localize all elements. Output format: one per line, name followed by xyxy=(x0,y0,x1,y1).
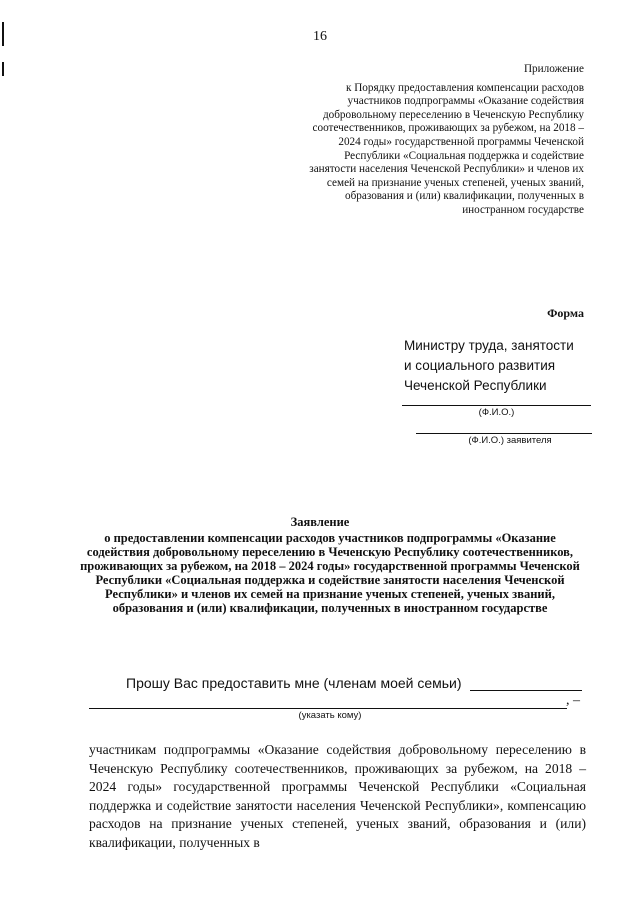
body-paragraph: участникам подпрограммы «Оказание содействия добровольному переселению в Чеченскую Республику соотечественников, проживающих за рубежом, на 2018 – 2024 годы» государственной программы Чеченской Республики «Социальная поддержка и содействие занятости населения Чеченской Республики», компенсацию расходов на признание ученых степеней, ученых званий, образования и (или) квалификации, полученных в xyxy=(89,742,586,850)
appendix-text: к Порядку предоставления компенсации расходов участников подпрограммы «Оказание содействия добровольному переселению в Чеченскую Республику соотечественников, проживающих за рубежом, на 2018 – 2024 годы» государственной программы Чеченской Республики «Социальная поддержка и содействие занятости населения Чеченской Республики» и членов их семей на признание ученых степеней, ученых званий, образования и (или) квалификации, полученных в иностранном государстве xyxy=(309,81,584,216)
request-text: Прошу Вас предоставить мне (членам моей семьи) xyxy=(126,675,462,691)
fio-applicant-caption: (Ф.И.О.) заявителя xyxy=(468,435,552,446)
addressee-line: Министру труда, занятости xyxy=(404,338,574,353)
request-fill-line xyxy=(470,690,582,691)
addressee-line: и социального развития xyxy=(404,358,556,373)
recipient-fill-line xyxy=(89,708,567,709)
statement-subject: о предоставлении компенсации расходов участников подпрограммы «Оказание содействия добровольному переселению в Чеченскую Республику соотечественников, проживающих за рубежом, на 2018 – 2024 годы» государственной программы Чеченской Республики «Социальная поддержка и содействие занятости населения Чеченской Республики» и членов их семей на признание ученых степеней, ученых званий, образования и (или) квалификации, полученных в иностранном государстве xyxy=(80,531,580,615)
recipient-line-end: , – xyxy=(566,693,580,708)
statement-title: Заявление xyxy=(290,515,350,529)
addressee-line: Чеченской Республики xyxy=(404,378,547,393)
appendix-title: Приложение xyxy=(523,63,584,75)
to-whom-caption: (указать кому) xyxy=(298,710,362,721)
form-label: Форма xyxy=(547,306,584,320)
fio-caption: (Ф.И.О.) xyxy=(478,407,515,418)
fio-signature-line xyxy=(402,405,591,406)
page-number: 16 xyxy=(313,29,327,44)
appendix-block xyxy=(304,63,584,218)
addressee-block xyxy=(404,336,604,396)
fio-applicant-line xyxy=(416,433,592,434)
scan-mark-middle xyxy=(2,62,4,76)
